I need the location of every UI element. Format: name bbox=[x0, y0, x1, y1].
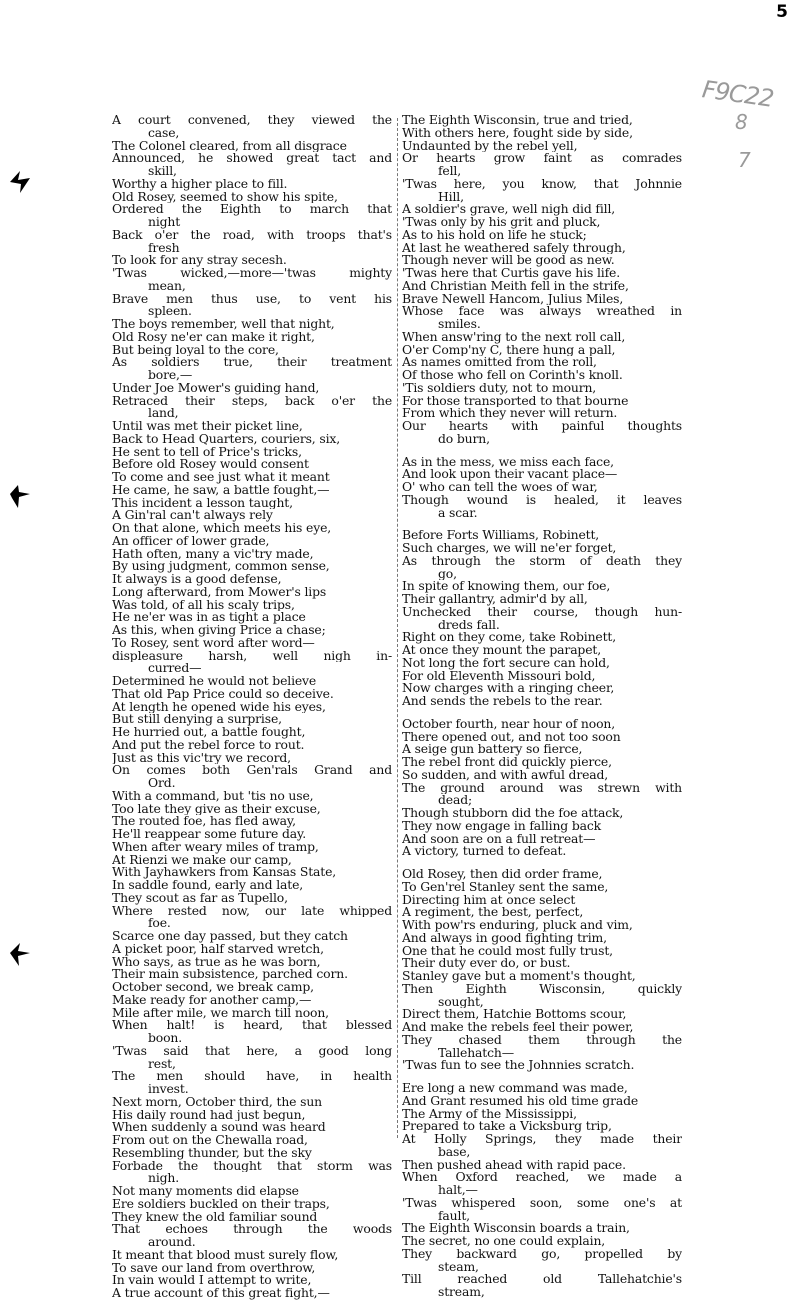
poem-line: A seige gun battery so fierce, bbox=[402, 743, 583, 756]
poem-line: base, bbox=[438, 1145, 471, 1159]
poem-line: boon. bbox=[148, 1032, 183, 1045]
poem-line: displeasure harsh, well nigh in- bbox=[112, 649, 392, 663]
poem-line: night bbox=[148, 216, 181, 229]
poem-line: As through the storm of death they bbox=[402, 554, 682, 568]
poem-line: Ordered the Eighth to march that bbox=[112, 203, 392, 216]
poem-line: O'er Comp'ny C, there hung a pall, bbox=[402, 343, 616, 357]
poem-line: land, bbox=[148, 407, 179, 420]
poem-line: To come and see just what it meant bbox=[112, 471, 330, 484]
poem-line: Just as this vic'try we record, bbox=[112, 751, 291, 765]
poem-line: dead; bbox=[438, 794, 473, 807]
poem-line: O' who can tell the woes of war, bbox=[402, 481, 598, 494]
poem-line: Then Eighth Wisconsin, quickly bbox=[402, 982, 682, 996]
poem-line: skill, bbox=[148, 165, 177, 178]
poem-line: To Gen'rel Stanley sent the same, bbox=[402, 880, 609, 894]
poem-line: Till reached old Tallehatchie's bbox=[402, 1273, 682, 1286]
poem-line: Where rested now, our late whipped bbox=[112, 904, 392, 918]
poem-line: The boys remember, well that night, bbox=[112, 318, 335, 331]
poem-line: They scout as far as Tupello, bbox=[112, 891, 288, 905]
poem-line: halt,— bbox=[438, 1184, 478, 1197]
poem-line: But being loyal to the core, bbox=[112, 343, 279, 357]
poem-line: Determined he would not believe bbox=[112, 675, 317, 688]
poem-line: Stanley gave but a moment's thought, bbox=[402, 970, 636, 983]
poem-line: Ere long a new command was made, bbox=[402, 1082, 628, 1095]
poem-line: This incident a lesson taught, bbox=[112, 496, 293, 510]
poem-line: When after weary miles of tramp, bbox=[112, 840, 319, 854]
poem-line: sought, bbox=[438, 995, 484, 1009]
poem-line: The Eighth Wisconsin, true and tried, bbox=[402, 114, 633, 127]
poem-line: do burn, bbox=[438, 432, 490, 446]
poem-line: And Grant resumed his old time grade bbox=[402, 1094, 639, 1108]
poem-line: In saddle found, early and late, bbox=[112, 879, 304, 892]
poem-line: For old Eleventh Missouri bold, bbox=[402, 669, 596, 683]
poem-line: dreds fall. bbox=[438, 618, 500, 632]
pencil-note-7: 7 bbox=[738, 148, 751, 172]
poem-line: The men should have, in health bbox=[112, 1070, 392, 1083]
binding-mark-icon bbox=[6, 482, 34, 510]
poem-line: And look upon their vacant place— bbox=[402, 468, 618, 481]
poem-line: Announced, he showed great tact and bbox=[112, 152, 392, 165]
poem-line: Make ready for another camp,— bbox=[112, 993, 312, 1007]
poem-line: To look for any stray secesh. bbox=[112, 254, 287, 267]
poem-line: Next morn, October third, the sun bbox=[112, 1095, 322, 1109]
poem-line: He'll reappear some future day. bbox=[112, 828, 307, 841]
poem-line: Under Joe Mower's guiding hand, bbox=[112, 381, 320, 395]
poem-line: A soldier's grave, well nigh did fill, bbox=[402, 203, 616, 216]
poem-line: Of those who fell on Corinth's knoll. bbox=[402, 369, 623, 382]
stanza bbox=[402, 529, 682, 708]
poem-line: Now charges with a ringing cheer, bbox=[402, 682, 615, 695]
poem-line: Who says, as true as he was born, bbox=[112, 955, 321, 969]
poem-line: And put the rebel force to rout. bbox=[112, 738, 305, 752]
poem-line: fell, bbox=[438, 165, 462, 178]
poem-line: A court convened, they viewed the bbox=[112, 114, 392, 127]
poem-line: By using judgment, common sense, bbox=[112, 560, 330, 573]
poem-line: A picket poor, half starved wretch, bbox=[112, 942, 324, 956]
poem-line: His daily round had just begun, bbox=[112, 1108, 306, 1122]
poem-line: Retraced their steps, back o'er the bbox=[112, 394, 392, 408]
poem-line: Not long the fort secure can hold, bbox=[402, 656, 610, 670]
poem-line: case, bbox=[148, 126, 180, 140]
poem-line: It meant that blood must surely flow, bbox=[112, 1248, 339, 1262]
poem-line: That echoes through the woods bbox=[112, 1223, 392, 1236]
poem-line: spleen. bbox=[148, 305, 192, 318]
poem-line: At once they mount the parapet, bbox=[402, 644, 602, 657]
poem-line: Though stubborn did the foe attack, bbox=[402, 807, 624, 820]
poem-line: Their gallantry, admir'd by all, bbox=[402, 593, 588, 606]
poem-line: Resembling thunder, but the sky bbox=[112, 1146, 312, 1160]
poem-line: At Holly Springs, they made their bbox=[402, 1133, 682, 1146]
poem-line: And always in good fighting trim, bbox=[402, 931, 607, 945]
poem-line: 'Twas wicked,—more—'twas mighty bbox=[112, 267, 392, 280]
poem-line: nigh. bbox=[148, 1172, 180, 1185]
poem-line: Worthy a higher place to fill. bbox=[112, 177, 288, 191]
poem-line: When halt! is heard, that blessed bbox=[112, 1019, 392, 1032]
column-divider bbox=[397, 118, 399, 1138]
poem-line: mean, bbox=[148, 279, 186, 293]
poem-line: Though never will be good as new. bbox=[402, 254, 615, 267]
poem-line: As in the mess, we miss each face, bbox=[402, 455, 614, 469]
poem-line: 'Twas said that here, a good long bbox=[112, 1044, 392, 1058]
poem-line: Forbade the thought that storm was bbox=[112, 1159, 392, 1173]
poem-line: In spite of knowing them, our foe, bbox=[402, 580, 611, 593]
poem-line: It always is a good defense, bbox=[112, 573, 282, 586]
poem-line: Ere soldiers buckled on their traps, bbox=[112, 1197, 330, 1211]
poem-line: Their duty ever do, or bust. bbox=[402, 957, 571, 970]
poem-line: He came, he saw, a battle fought,— bbox=[112, 483, 330, 497]
poem-line: As names omitted from the roll, bbox=[402, 356, 597, 369]
poem-line: The routed foe, has fled away, bbox=[112, 815, 296, 828]
poem-line: Unchecked their course, though hun- bbox=[402, 605, 682, 619]
poem-line: An officer of lower grade, bbox=[112, 534, 270, 548]
poem-line: Undaunted by the rebel yell, bbox=[402, 139, 578, 153]
poem-line: For those transported to that bourne bbox=[402, 394, 629, 408]
poem-line: 'Twas here that Curtis gave his life. bbox=[402, 267, 620, 280]
poem-line: That old Pap Price could so deceive. bbox=[112, 687, 334, 701]
poem-line: Back o'er the road, with troops that's bbox=[112, 228, 392, 242]
poem-line: The Eighth Wisconsin boards a train, bbox=[402, 1222, 630, 1235]
binding-mark-icon bbox=[6, 940, 34, 968]
poem-line: As this, when giving Price a chase; bbox=[112, 624, 326, 637]
poem-line: Was told, of all his scaly trips, bbox=[112, 598, 295, 612]
poem-line: The ground around was strewn with bbox=[402, 781, 682, 795]
poem-line: Scarce one day passed, but they catch bbox=[112, 930, 348, 943]
poem-line: Before Forts Williams, Robinett, bbox=[402, 529, 600, 542]
poem-line: Our hearts with painful thoughts bbox=[402, 420, 682, 433]
poem-line: Ord. bbox=[148, 777, 176, 790]
poem-line: When answ'ring to the next roll call, bbox=[402, 330, 626, 344]
poem-line: 'Twas fun to see the Johnnies scratch. bbox=[402, 1059, 635, 1072]
stanza bbox=[402, 1082, 682, 1299]
poem-line: Brave men thus use, to vent his bbox=[112, 292, 392, 306]
poem-line: And sends the rebels to the rear. bbox=[402, 695, 603, 708]
poem-line: Long afterward, from Mower's lips bbox=[112, 585, 327, 599]
poem-line: As soldiers true, their treatment bbox=[112, 356, 392, 369]
poem-line: With others here, fought side by side, bbox=[402, 126, 633, 140]
poem-line: bore,— bbox=[148, 369, 193, 382]
poem-line: To save our land from overthrow, bbox=[112, 1261, 316, 1275]
poem-line: smiles. bbox=[438, 318, 481, 331]
poem-line: They now engage in falling back bbox=[402, 819, 602, 833]
poem-line: So sudden, and with awful dread, bbox=[402, 768, 609, 782]
poem-line: Mile after mile, we march till noon, bbox=[112, 1006, 329, 1020]
stanza bbox=[402, 114, 682, 446]
binding-mark-icon bbox=[6, 168, 34, 196]
poem-line: Too late they give as their excuse, bbox=[112, 802, 321, 816]
poem-line: October fourth, near hour of noon, bbox=[402, 717, 615, 731]
page-number: 5 bbox=[776, 2, 788, 22]
poem-line: He sent to tell of Price's tricks, bbox=[112, 445, 302, 459]
poem-line: Though wound is healed, it leaves bbox=[402, 493, 682, 507]
poem-line: At last he weathered safely through, bbox=[402, 241, 626, 255]
poem-line: 'Tis soldiers duty, not to mourn, bbox=[402, 381, 597, 395]
poem-line: Not many moments did elapse bbox=[112, 1185, 299, 1198]
poem-line: steam, bbox=[438, 1260, 479, 1274]
poem-line: fresh bbox=[148, 241, 180, 255]
poem-line: Right on they come, take Robinett, bbox=[402, 631, 617, 644]
poem-line: And Christian Meith fell in the strife, bbox=[402, 279, 629, 293]
poem-line: around. bbox=[148, 1236, 196, 1249]
poem-line: Hath often, many a vic'try made, bbox=[112, 547, 314, 561]
stanza bbox=[402, 868, 682, 1072]
poem-line: Old Rosey, then did order frame, bbox=[402, 868, 603, 881]
poem-line: The Colonel cleared, from all disgrace bbox=[112, 139, 347, 153]
poem-line: Such charges, we will ne'er forget, bbox=[402, 542, 617, 555]
poem-line: To Rosey, sent word after word— bbox=[112, 636, 315, 650]
poem-line: With a command, but 'tis no use, bbox=[112, 789, 314, 803]
poem-line: curred— bbox=[148, 662, 202, 675]
pencil-note-8: 8 bbox=[735, 110, 748, 134]
poem-line: Tallehatch— bbox=[438, 1046, 514, 1060]
poem-line: When suddenly a sound was heard bbox=[112, 1121, 326, 1134]
poem-line: 'Twas only by his grit and pluck, bbox=[402, 216, 601, 229]
pencil-note-catalog: F9C22 bbox=[700, 75, 775, 113]
stanza bbox=[112, 114, 392, 1300]
poem-line: With Jayhawkers from Kansas State, bbox=[112, 866, 337, 879]
poem-line: invest. bbox=[148, 1083, 189, 1096]
poem-line: foe. bbox=[148, 917, 171, 930]
poem-line: 'Twas here, you know, that Johnnie bbox=[402, 177, 682, 191]
poem-line: From which they never will return. bbox=[402, 407, 618, 420]
poem-line: Direct them, Hatchie Bottoms scour, bbox=[402, 1008, 627, 1021]
poem-line: Prepared to take a Vicksburg trip, bbox=[402, 1120, 612, 1133]
poem-line: Old Rosy ne'er can make it right, bbox=[112, 330, 315, 344]
poem-line: Old Rosey, seemed to show his spite, bbox=[112, 190, 338, 204]
poem-line: go, bbox=[438, 567, 457, 581]
poem-line: October second, we break camp, bbox=[112, 981, 314, 994]
poem-line: At length he opened wide his eyes, bbox=[112, 700, 326, 714]
poem-column-left bbox=[112, 114, 392, 1310]
poem-line: Back to Head Quarters, couriers, six, bbox=[112, 432, 341, 446]
poem-line: The Army of the Mississippi, bbox=[402, 1107, 577, 1121]
poem-line: a scar. bbox=[438, 506, 478, 520]
poem-line: One that he could most fully trust, bbox=[402, 944, 613, 958]
poem-line: Until was met their picket line, bbox=[112, 420, 303, 433]
poem-line: stream, bbox=[438, 1286, 485, 1299]
poem-line: 'Twas whispered soon, some one's at bbox=[402, 1196, 682, 1210]
poem-line: A true account of this great fight,— bbox=[112, 1287, 330, 1300]
poem-line: Their main subsistence, parched corn. bbox=[112, 968, 348, 981]
poem-line: With pow'rs enduring, pluck and vim, bbox=[402, 919, 633, 932]
poem-line: There opened out, and not too soon bbox=[402, 730, 621, 744]
poem-line: Hill, bbox=[438, 190, 464, 204]
poem-line: Brave Newell Hancom, Julius Miles, bbox=[402, 292, 624, 306]
poem-line: On that alone, which meets his eye, bbox=[112, 522, 332, 535]
poem-line: On comes both Gen'rals Grand and bbox=[112, 764, 392, 777]
poem-line: They knew the old familiar sound bbox=[112, 1210, 318, 1224]
poem-line: Whose face was always wreathed in bbox=[402, 305, 682, 318]
poem-line: A regiment, the best, perfect, bbox=[402, 906, 584, 919]
poem-line: He ne'er was in as tight a place bbox=[112, 611, 306, 624]
poem-line: rest, bbox=[148, 1057, 176, 1071]
poem-line: A Gin'ral can't always rely bbox=[112, 509, 273, 522]
poem-column-right bbox=[402, 114, 682, 1309]
poem-line: When Oxford reached, we made a bbox=[402, 1171, 682, 1184]
poem-line: And make the rebels feel their power, bbox=[402, 1021, 634, 1034]
poem-line: As to his hold on life he stuck; bbox=[402, 228, 587, 242]
poem-line: The secret, no one could explain, bbox=[402, 1235, 606, 1248]
poem-line: Then pushed ahead with rapid pace. bbox=[402, 1158, 626, 1172]
poem-line: They chased them through the bbox=[402, 1033, 682, 1047]
poem-line: At Rienzi we make our camp, bbox=[112, 853, 292, 867]
poem-line: From out on the Chewalla road, bbox=[112, 1134, 308, 1147]
poem-line: In vain would I attempt to write, bbox=[112, 1274, 312, 1287]
poem-line: Or hearts grow faint as comrades bbox=[402, 152, 682, 165]
poem-line: And soon are on a full retreat— bbox=[402, 832, 596, 846]
poem-line: The rebel front did quickly pierce, bbox=[402, 756, 612, 769]
poem-line: fault, bbox=[438, 1209, 470, 1223]
poem-line: Directing him at once select bbox=[402, 893, 576, 907]
stanza bbox=[402, 456, 682, 520]
stanza bbox=[402, 718, 682, 858]
poem-line: But still denying a surprise, bbox=[112, 713, 282, 726]
poem-line: They backward go, propelled by bbox=[402, 1247, 682, 1261]
poem-line: Before old Rosey would consent bbox=[112, 458, 309, 471]
poem-line: He hurried out, a battle fought, bbox=[112, 726, 306, 739]
poem-line: A victory, turned to defeat. bbox=[402, 845, 567, 858]
